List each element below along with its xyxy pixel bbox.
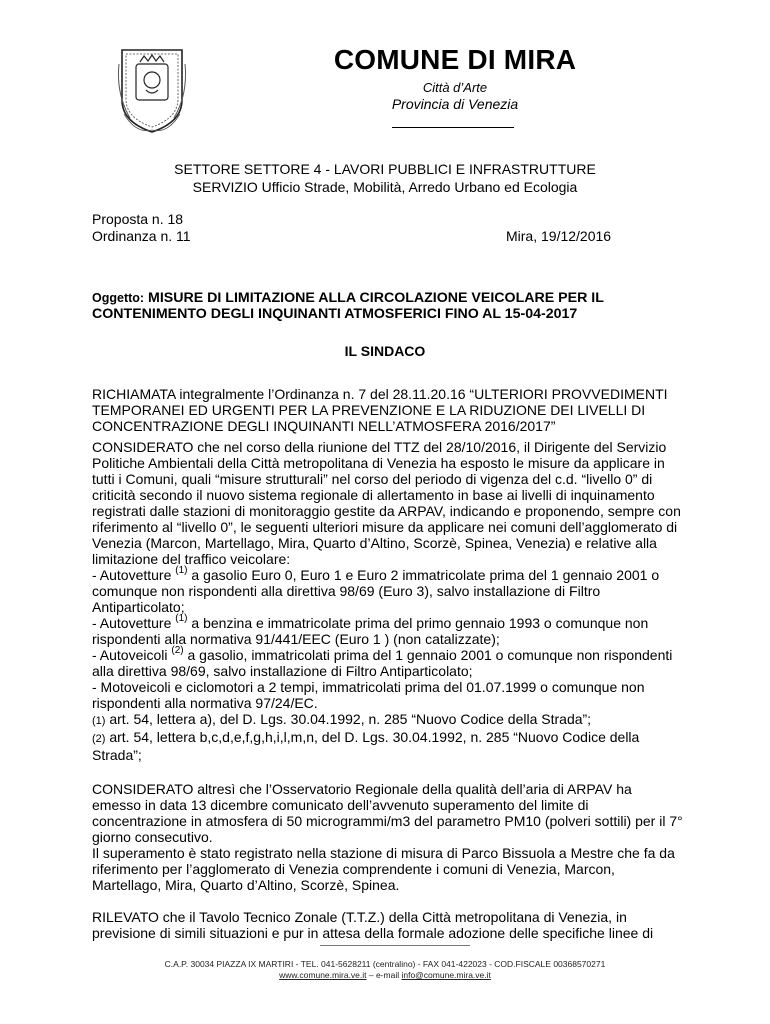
subtitle-citta: Città d’Arte xyxy=(422,80,488,95)
footer-address: C.A.P. 30034 PIAZZA IX MARTIRI - TEL. 041-5628211 (centralino) - FAX 041-422023 - COD.FISCALE 00368570271 xyxy=(164,959,606,969)
footnote-1: (1) art. 54, lettera a), del D. Lgs. 30.04.1992, n. 285 “Nuovo Codice della Strada”; xyxy=(92,711,592,727)
oggetto-label: Oggetto: xyxy=(92,291,145,305)
considerato-paragraph-1: CONSIDERATO che nel corso della riunione del TTZ del 28/10/2016, il Dirigente del Servizio Politiche Ambientali della Città metropolitana di Venezia ha esposto le misure da applicare in tutti i Comuni, quali “misure strutturali” nel corso del periodo di vigenza del c.d. “livello 0” di criticità secondo il nuovo sistema regionale di allertamento in base ai livelli di inquinamento registrati dalle stazioni di monitoraggio gestite da ARPAV, indicando e proponendo, sempre con riferimento al “livello 0”, le seguenti ulteriori misure da applicare nei comuni dell’agglomerato di Venezia (Marcon, Martellago, Mira, Quarto d’Altino, Scorzè, Spinea, Venezia) e relative alla limitazione del traffico veicolare: xyxy=(92,439,681,567)
list-item: - Autovetture $^{(1)}$ a gasolio Euro 0, Euro 1 e Euro 2 immatricolate prima del 1 gennaio 2001 o xyxy=(92,565,660,583)
oggetto-text-line2: CONTENIMENTO DEGLI INQUINANTI ATMOSFERICI FINO AL 15-04-2017 xyxy=(92,306,578,322)
il-sindaco-heading: IL SINDACO xyxy=(344,343,426,359)
list-item: - Motoveicoli e ciclomotori a 2 tempi, immatricolati prima del 01.07.1999 o comunque non xyxy=(92,679,645,695)
footer-divider xyxy=(320,945,470,946)
subtitle-provincia: Provincia di Venezia xyxy=(391,96,519,112)
considerato-paragraph-2: CONSIDERATO altresì che l’Osservatorio Regionale della qualità dell’aria di ARPAV ha emesso in data 13 dicembre comunicato dell’avvenuto superamento del limite di concentrazione in atmosfera di 50 microgrammi/m3 del parametro PM10 (polveri sottili) per il 7° giorno consecutivo. Il superamento è stato registrato nella stazione di misura di Parco Bissuola a Mestre che fa da riferimento per l’agglomerato di Venezia comprendente i comuni di Venezia, Marcon, Martellago, Mira, Quarto d’Altino, Scorzè, Spinea. xyxy=(92,781,683,893)
settore-line: SETTORE SETTORE 4 - LAVORI PUBBLICI E INFRASTRUTTURE xyxy=(174,161,596,177)
rilevato-paragraph: RILEVATO che il Tavolo Tecnico Zonale (T.T.Z.) della Città metropolitana di Venezia, in previsione di simili situazioni e pur in attesa della formale adozione delle specifiche linee di xyxy=(92,909,654,941)
richiamata-paragraph: RICHIAMATA integralmente l’Ordinanza n. 7 del 28.11.20.16 “ULTERIORI PROVVEDIMENTI TEMPORANEI ED URGENTI PER LA PREVENZIONE E LA RIDUZIONE DEI LIVELLI DI CONCENTRAZIONE DEGLI INQUINANTI NELL’ATMOSFERA 2016/2017” xyxy=(92,386,668,434)
oggetto-line1 xyxy=(92,290,696,306)
list-item: - Autovetture $^{(1)}$ a benzina e immatricolate prima del primo gennaio 1993 o comunque non xyxy=(92,613,649,631)
proposta-number: Proposta n. 18 xyxy=(92,211,184,227)
email-link[interactable]: info@comune.mira.ve.it xyxy=(401,970,491,980)
servizio-line: SERVIZIO Ufficio Strade, Mobilità, Arredo Urbano ed Ecologia xyxy=(192,179,578,195)
list-item: - Autoveicoli $^{(2)}$ a gasolio, immatricolati prima del 1 gennaio 2001 o comunque non rispondenti xyxy=(92,645,673,663)
coat-of-arms-logo xyxy=(116,44,188,136)
website-link[interactable]: www.comune.mira.ve.it xyxy=(279,970,367,980)
footer-contacts: www.comune.mira.ve.it – e-mail info@comune.mira.ve.it xyxy=(279,970,491,980)
header-divider xyxy=(392,127,514,128)
footnote-2: (2) art. 54, lettera b,c,d,e,f,g,h,i,l,m,n, del D. Lgs. 30.04.1992, n. 285 “Nuovo Codice della xyxy=(92,729,640,745)
oggetto-text-line1: MISURE DI LIMITAZIONE ALLA CIRCOLAZIONE VEICOLARE PER IL xyxy=(148,290,604,306)
ordinanza-number: Ordinanza n. 11 xyxy=(92,228,191,244)
comune-title: COMUNE DI MIRA xyxy=(333,44,577,75)
vehicle-restrictions-list: - Autovetture $^{(1)}$ a gasolio Euro 0, Euro 1 e Euro 2 immatricolate prima del 1 gennaio 2001 o comunque non rispondenti alla direttiva 98/69 (Euro 3), salvo installazione di Filtro Antiparticolato; - Autovetture $^{(1)}$ a benzina e immatricolate prima del primo gennaio 1993 o comunque non rispondenti alla normativa 91/441/EEC (Euro 1 ) (non catalizzate); - Autoveicoli $^{(2)}$ a gasolio, immatricolati prima del 1 gennaio 2001 o comunque non rispondenti alla direttiva 98/69, salvo installazione di Filtro Antiparticolato; - Motoveicoli e ciclomotori a 2 tempi, immatricolati prima del 01.07.1999 o comunque non rispondenti alla normativa 97/24/EC. (1) art. 54, lettera a), del D. Lgs. 30.04.1992, n. 285 “Nuovo Codice della Strada”; (2) art. 54, lettera b,c,d,e,f,g,h,i,l,m,n, del D. Lgs. 30.04.1992, n. 285 “Nuovo Codice della Strada”; xyxy=(92,567,698,763)
place-date: Mira, 19/12/2016 xyxy=(506,228,612,244)
document-body xyxy=(92,386,698,941)
